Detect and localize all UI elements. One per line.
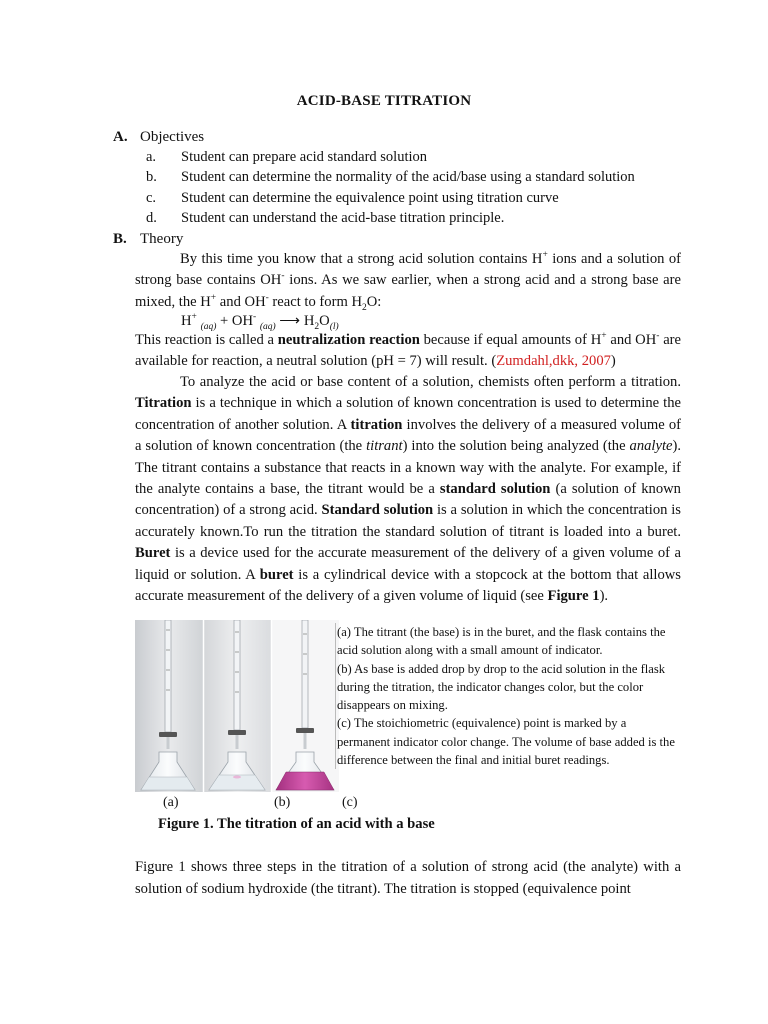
term-standard-solution: Standard solution [321, 502, 434, 519]
eq-part: (aq) [200, 321, 217, 332]
theory-paragraph-2: This reaction is called a neutralization reaction because if equal amounts of H+ and OH- are available for reaction, a neutral solution (pH = 7) will result. (Zumdahl,dkk, 2007) [135, 331, 682, 370]
term-titration: titration [350, 416, 403, 433]
section-b-title: Theory [140, 231, 184, 247]
section-a-heading [113, 127, 204, 147]
section-a-label: A. [113, 129, 128, 145]
text-run: (a solution of known concentration) of a strong acid. [135, 481, 681, 519]
eq-part: ⟶ H [275, 313, 315, 329]
figure-label-c: (c) [342, 795, 358, 810]
neutralization-equation: H+ $_{(aq)}$ + OH- $_{(aq)}$ ⟶ $H_2O_{(l)}$ [181, 312, 339, 332]
objective-letter: c. [146, 190, 157, 206]
text-run: is a cylindrical device with a stopcock at the bottom that allows accurate measurement of the delivery of a given volume of liquid (see [135, 566, 681, 605]
term-titration: Titration [135, 395, 192, 412]
text-run: By this time you know that a strong acid solution contains H [180, 251, 543, 267]
text-run: because if equal amounts of H [419, 332, 602, 348]
figure-title: Figure 1. The titration of an acid with a base [158, 816, 435, 832]
text-run: This reaction is called a [135, 332, 278, 348]
objective-letter: b. [146, 169, 157, 185]
caption-a: (a) The titrant (the base) is in the buret, and the flask contains the acid solution along with a small amount of indicator. [337, 625, 666, 658]
theory-paragraph-1: By this time you know that a strong acid solution contains H+ ions and a solution of strong base contains OH- ions. As we saw earlier, when a strong acid and a strong base are mixed, the H+ and OH- react to form $H_2O$: [135, 250, 681, 313]
term-neutralization: neutralization reaction [277, 332, 420, 348]
objective-letter: a. [146, 149, 157, 165]
final-paragraph: Figure 1 shows three steps in the titration of a solution of strong acid (the analyte) with a solution of sodium hydroxide (the titrant). The titration is stopped (equivalence point [135, 859, 681, 897]
eq-part: H [181, 313, 192, 329]
text-run: involves the delivery of a measured volume of a solution of known concentration (the [135, 416, 681, 455]
eq-part: O [319, 313, 330, 329]
text-run: To analyze the acid or base content of a solution, chemists often perform a titration. [180, 374, 681, 390]
caption-b: (b) As base is added drop by drop to the acid solution in the flask during the titration, the indicator changes color, but the color disappears on mixing. [337, 661, 666, 713]
titration-figure-image [135, 620, 339, 792]
citation: Zumdahl,dkk, 2007 [496, 353, 611, 370]
term-buret: Buret [135, 545, 171, 562]
objective-letter: d. [146, 210, 157, 226]
objective-text: Student can prepare acid standard solution [181, 149, 428, 165]
text-run: O: [366, 293, 382, 310]
text-run: ions. As we saw earlier, when a strong acid and a strong base are mixed, the H [135, 272, 681, 310]
text-run: ions and a solution of strong base contains OH [135, 251, 681, 289]
term-buret: buret [259, 566, 294, 583]
section-b-label: B. [113, 231, 127, 247]
objective-text: Student can determine the normality of the acid/base using a standard solution [181, 169, 635, 185]
text-run: ) into the solution being analyzed (the [402, 438, 630, 455]
text-run: is a technique in which a solution of known concentration is used to determine the concentration of another solution. A [135, 395, 681, 433]
text-run: react to form H [268, 293, 362, 310]
text-run: are available for reaction, a neutral solution (pH = 7) will result. ( [135, 332, 682, 370]
objective-text: Student can determine the equivalence point using titration curve [181, 190, 559, 206]
text-run: is a device used for the accurate measurement of the delivery of a given volume of a liquid or solution. A [135, 545, 681, 583]
eq-part: (l) [329, 321, 339, 332]
text-run: ) [610, 353, 616, 370]
term-standard-solution: standard solution [439, 481, 551, 498]
caption-c: (c) The stoichiometric (equivalence) point is marked by a permanent indicator color change. The volume of base added is the difference between the final and initial buret readings. [337, 716, 675, 768]
figure-caption [335, 623, 679, 769]
term-analyte: analyte [629, 438, 673, 455]
text-run: and OH [606, 332, 657, 348]
text-run: ). [599, 588, 609, 605]
eq-part: (aq) [259, 321, 276, 332]
objective-text: Student can understand the acid-base titration principle. [181, 210, 505, 226]
term-titrant: titrant [366, 438, 403, 455]
figure-label-a: (a) [163, 795, 179, 810]
page-title: ACID-BASE TITRATION [296, 93, 472, 109]
text-run: and OH [216, 293, 266, 310]
section-a-title: Objectives [140, 129, 205, 145]
eq-part: 2 [314, 321, 320, 332]
section-b-heading [113, 229, 183, 249]
figure-reference: Figure 1 [547, 588, 600, 605]
eq-part: + OH [216, 313, 253, 329]
figure-label-b: (b) [274, 795, 291, 810]
text-run: is a solution in which the concentration is accurately known.To run the titration the standard solution of titrant is loaded into a buret. [135, 502, 681, 540]
text-run: ). The titrant contains a substance that reacts in a known way with the analyte. For example, if the analyte contains a base, the titrant would be a [135, 438, 681, 498]
theory-paragraph-3 [135, 372, 681, 607]
